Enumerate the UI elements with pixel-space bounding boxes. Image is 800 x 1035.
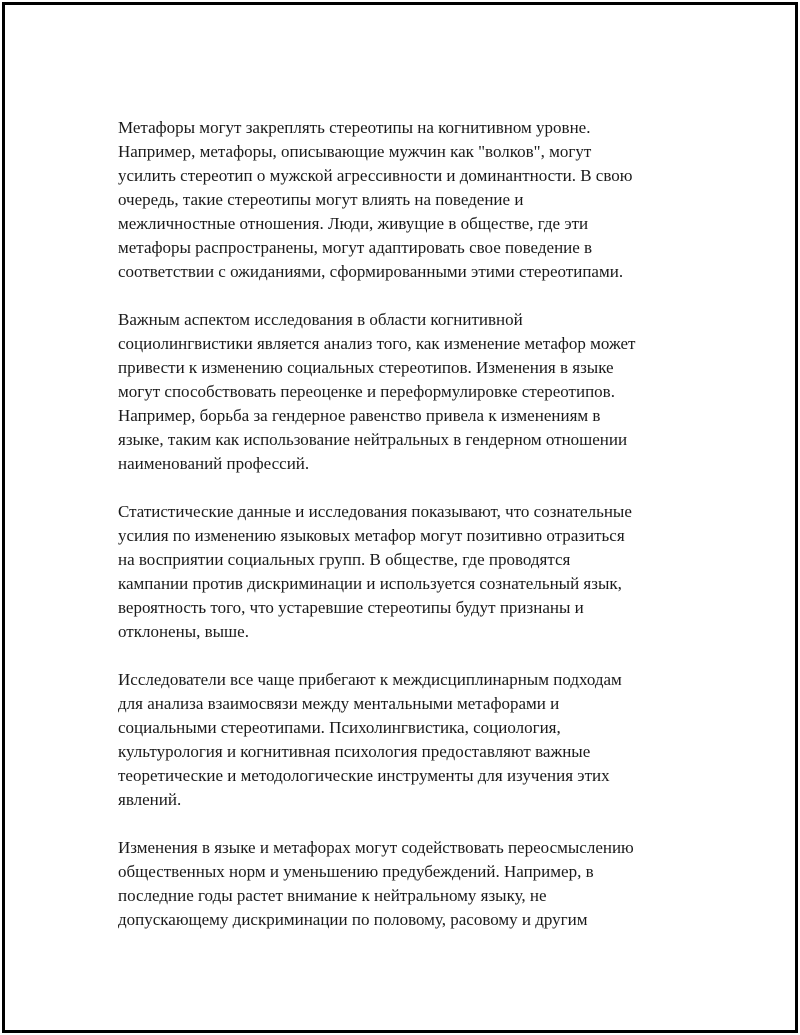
document-body: [118, 116, 688, 956]
paragraph-4: Исследователи все чаще прибегают к междисциплинарным подходам для анализа взаимосвязи между ментальными метафорами и социальными стереотипами. Психолингвистика, социология, культурология и когнитивная психология предоставляют важные теоретические и методологические инструменты для изучения этих явлений.: [118, 670, 622, 809]
paragraph-2: Важным аспектом исследования в области когнитивной социолингвистики является анализ того, как изменение метафор может привести к изменению социальных стереотипов. Изменения в языке могут способствовать переоценке и переформулировке стереотипов. Например, борьба за гендерное равенство привела к изменениям в языке, таким как использование нейтральных в гендерном отношении наименований профессий.: [118, 310, 636, 473]
paragraph-5: Изменения в языке и метафорах могут содействовать переосмыслению общественных норм и уменьшению предубеждений. Например, в последние годы растет внимание к нейтральному языку, не допускающему дискриминации по половому, расовому и другим: [118, 838, 634, 929]
paragraph-3: Статистические данные и исследования показывают, что сознательные усилия по изменению языковых метафор могут позитивно отразиться на восприятии социальных групп. В обществе, где проводятся кампании против дискриминации и используется сознательный язык, вероятность того, что устаревшие стереотипы будут признаны и отклонены, выше.: [118, 502, 632, 641]
paragraph-1: Метафоры могут закреплять стереотипы на когнитивном уровне. Например, метафоры, описывающие мужчин как "волков", могут усилить стереотип о мужской агрессивности и доминантности. В свою очередь, такие стереотипы могут влиять на поведение и межличностные отношения. Люди, живущие в обществе, где эти метафоры распространены, могут адаптировать свое поведение в соответствии с ожиданиями, сформированными этими стереотипами.: [118, 118, 633, 281]
